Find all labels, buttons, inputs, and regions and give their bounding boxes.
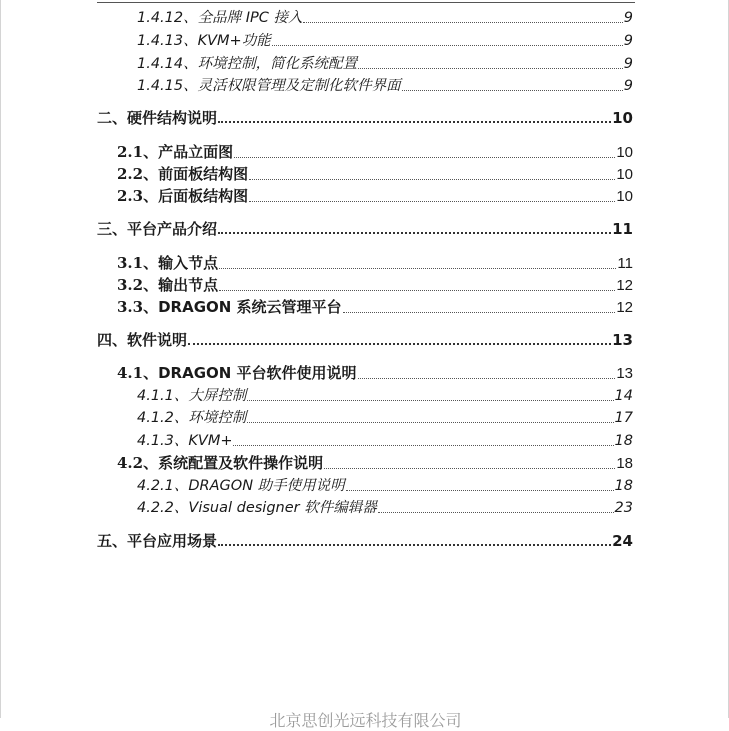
toc-entry-page: 14	[614, 388, 633, 404]
dot-leader	[247, 400, 613, 401]
dot-leader	[218, 121, 611, 123]
toc-section-title: 、输出节点	[143, 276, 219, 294]
toc-section-number: 3.2	[117, 276, 144, 294]
toc-chapter[interactable]	[97, 530, 633, 552]
toc-entry-label: 1.4.13、KVM+功能	[137, 33, 271, 49]
dot-leader	[219, 290, 615, 291]
toc-section-title: 、前面板结构图	[143, 165, 249, 183]
toc-entry[interactable]	[137, 407, 633, 429]
dot-leader	[188, 343, 611, 345]
toc-section-number: 4.2	[117, 454, 144, 472]
toc-section-number: 3.3	[117, 298, 144, 316]
page-footer: 北京思创光远科技有限公司	[269, 711, 462, 730]
toc-entry-label: 4.1.3、KVM+	[137, 433, 233, 449]
dot-leader	[324, 468, 615, 469]
toc-entry-label: 1.4.14、环境控制，简化系统配置	[137, 56, 358, 72]
toc-entry[interactable]	[137, 7, 633, 29]
dot-leader	[218, 544, 611, 546]
toc-entry-label: 4.2.1、DRAGON 助手使用说明	[137, 478, 345, 494]
toc-section-number: 4.1	[117, 364, 144, 382]
toc-section[interactable]	[117, 362, 633, 385]
dot-leader	[402, 90, 623, 91]
dot-leader	[233, 445, 613, 446]
toc-section[interactable]	[117, 296, 633, 319]
toc-chapter-label: 三、平台产品介绍	[97, 220, 218, 238]
toc-section-page: 13	[616, 365, 633, 382]
toc-chapter-label: 五、平台应用场景	[97, 532, 218, 550]
dot-leader	[343, 312, 616, 313]
dot-leader	[234, 157, 615, 158]
toc-entry-page: 23	[614, 500, 633, 516]
toc-section-page: 12	[616, 299, 633, 316]
toc-section-page: 10	[616, 144, 633, 161]
dot-leader	[219, 268, 616, 269]
toc-entry-label: 1.4.15、灵活权限管理及定制化软件界面	[137, 78, 401, 94]
toc-section[interactable]	[117, 185, 633, 208]
toc-entry-label: 4.2.2、Visual designer 软件编辑器	[137, 500, 377, 516]
toc-section-title: 、系统配置及软件操作说明	[143, 454, 324, 472]
toc-chapter[interactable]	[97, 107, 633, 129]
dot-leader	[247, 422, 613, 423]
toc-entry-page: 18	[614, 478, 633, 494]
toc-section-title: 、DRAGON 平台软件使用说明	[143, 364, 357, 382]
toc-chapter[interactable]	[97, 329, 633, 351]
toc-section-page: 10	[616, 188, 633, 205]
toc-section[interactable]	[117, 141, 633, 164]
dot-leader	[346, 490, 614, 491]
dot-leader	[303, 22, 622, 23]
dot-leader	[378, 512, 614, 513]
toc-entry-page: 9	[623, 56, 633, 72]
toc-chapter-label: 四、软件说明	[97, 331, 188, 349]
toc-section-title: 、输入节点	[143, 254, 219, 272]
toc-section-number: 2.1	[117, 143, 144, 161]
toc-section-title: 、DRAGON 系统云管理平台	[143, 298, 342, 316]
toc-chapter[interactable]	[97, 218, 633, 240]
dot-leader	[358, 68, 623, 69]
toc-section-title: 、产品立面图	[143, 143, 234, 161]
toc-chapter-label: 二、硬件结构说明	[97, 109, 218, 127]
dot-leader	[249, 179, 615, 180]
toc-entry-label: 4.1.1、大屏控制	[137, 388, 247, 404]
toc-chapter-page: 13	[612, 331, 633, 349]
toc-entry[interactable]	[137, 75, 633, 97]
toc-entry-page: 17	[614, 410, 633, 426]
toc-section-title: 、后面板结构图	[143, 187, 249, 205]
toc-section[interactable]	[117, 163, 633, 186]
toc-chapter-page: 24	[612, 532, 633, 550]
toc-entry[interactable]	[137, 475, 633, 497]
toc-entry-page: 9	[623, 10, 633, 26]
toc-section-number: 2.3	[117, 187, 144, 205]
dot-leader	[249, 201, 615, 202]
toc-entry-page: 9	[623, 78, 633, 94]
toc-section-page: 10	[616, 166, 633, 183]
toc-section-page: 18	[616, 455, 633, 472]
toc-section[interactable]	[117, 252, 633, 275]
toc-section[interactable]	[117, 452, 633, 475]
toc-entry[interactable]	[137, 430, 633, 452]
toc-entry-page: 18	[614, 433, 633, 449]
dot-leader	[358, 378, 616, 379]
toc-section-page: 11	[617, 255, 633, 272]
toc-chapter-page: 11	[612, 220, 633, 238]
top-rule	[97, 2, 635, 3]
toc-chapter-page: 10	[612, 109, 633, 127]
toc-section-number: 3.1	[117, 254, 144, 272]
toc-entry-label: 4.1.2、环境控制	[137, 410, 247, 426]
dot-leader	[272, 45, 623, 46]
toc-entry[interactable]	[137, 30, 633, 52]
toc-section-number: 2.2	[117, 165, 144, 183]
toc-entry-page: 9	[623, 33, 633, 49]
toc-section-page: 12	[616, 277, 633, 294]
toc-entry[interactable]	[137, 53, 633, 75]
dot-leader	[218, 232, 611, 234]
toc-entry-label: 1.4.12、全品牌 IPC 接入	[137, 10, 303, 26]
toc-section[interactable]	[117, 274, 633, 297]
toc-entry[interactable]	[137, 497, 633, 519]
toc-entry[interactable]	[137, 385, 633, 407]
